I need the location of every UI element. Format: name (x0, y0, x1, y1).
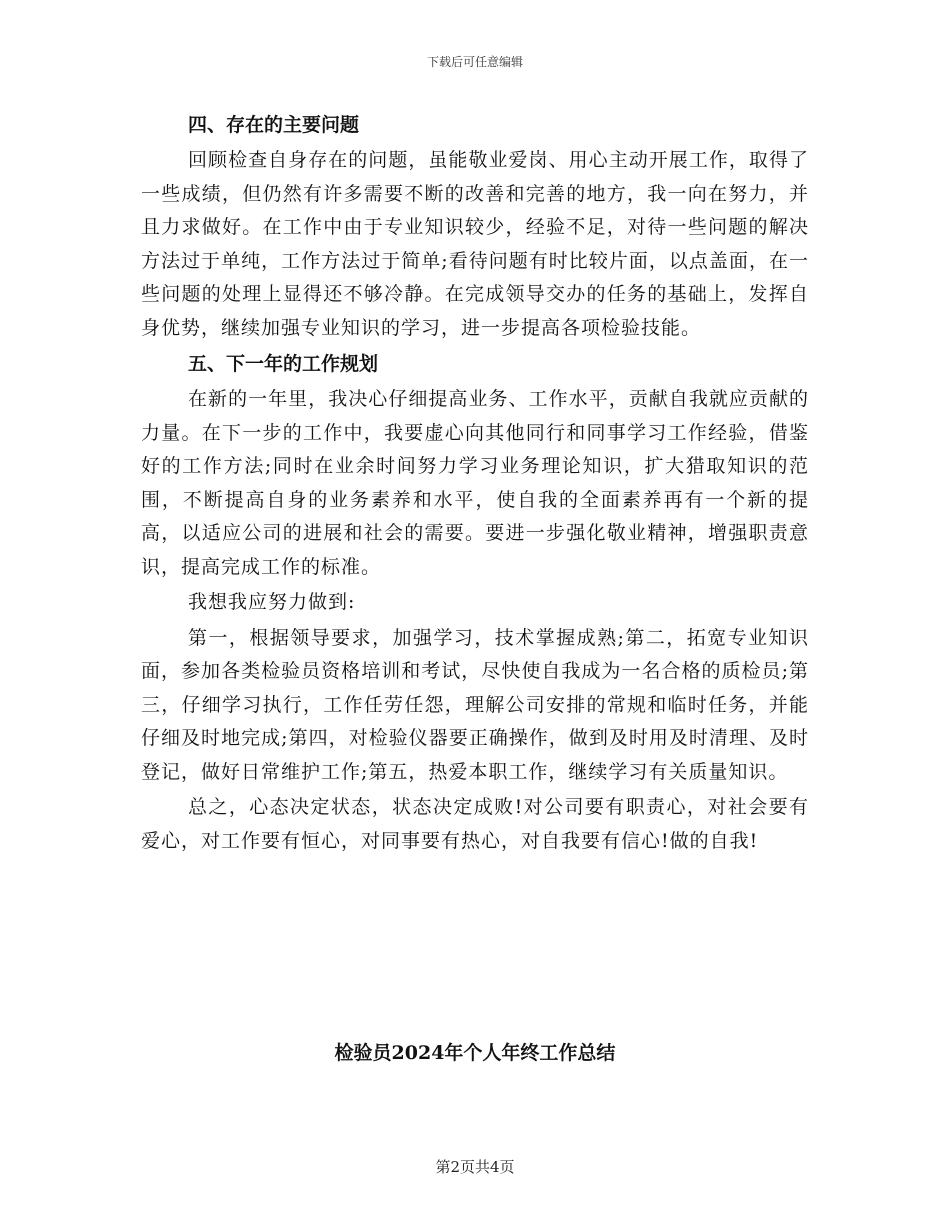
next-document-title: 检验员2024年个人年终工作总结 (334, 1042, 616, 1064)
paragraph: 总之，心态决定状态，状态决定成败!对公司要有职责心，对社会要有爱心，对工作要有恒心，对同事要有热心，对自我要有信心!做的自我! (141, 796, 809, 852)
section-heading: 五、下一年的工作规划 (188, 353, 379, 375)
document-body (141, 106, 809, 858)
paragraph: 第一，根据领导要求，加强学习，技术掌握成熟;第二，拓宽专业知识面，参加各类检验员资格培训和考试，尽快使自我成为一名合格的质检员;第三，仔细学习执行，工作任劳任怨，理解公司安排的常规和临时任务，并能仔细及时地完成;第四，对检验仪器要正确操作，做到及时用及时清理、及时登记，做好日常维护工作;第五，热爱本职工作，继续学习有关质量知识。 (141, 626, 809, 783)
paragraph: 在新的一年里，我决心仔细提高业务、工作水平，贡献自我就应贡献的力量。在下一步的工作中，我要虚心向其他同行和同事学习工作经验，借鉴好的工作方法;同时在业余时间努力学习业务理论知识，扩大猎取知识的范围，不断提高自身的业务素养和水平，使自我的全面素养再有一个新的提高，以适应公司的进展和社会的需要。要进一步强化敬业精神，增强职责意识，提高完成工作的标准。 (141, 388, 809, 578)
page-footer: 第2页共4页 (435, 1158, 515, 1176)
paragraph: 回顾检查自身存在的问题，虽能敬业爱岗、用心主动开展工作，取得了一些成绩，但仍然有许多需要不断的改善和完善的地方，我一向在努力，并且力求做好。在工作中由于专业知识较少，经验不足，对待一些问题的解决方法过于单纯，工作方法过于简单;看待问题有时比较片面，以点盖面，在一些问题的处理上显得还不够冷静。在完成领导交办的任务的基础上，发挥自身优势，继续加强专业知识的学习，进一步提高各项检验技能。 (141, 149, 809, 339)
page-header: 下载后可任意编辑 (426, 55, 523, 69)
section-heading: 四、存在的主要问题 (188, 114, 360, 136)
paragraph: 我想我应努力做到: (188, 591, 356, 613)
